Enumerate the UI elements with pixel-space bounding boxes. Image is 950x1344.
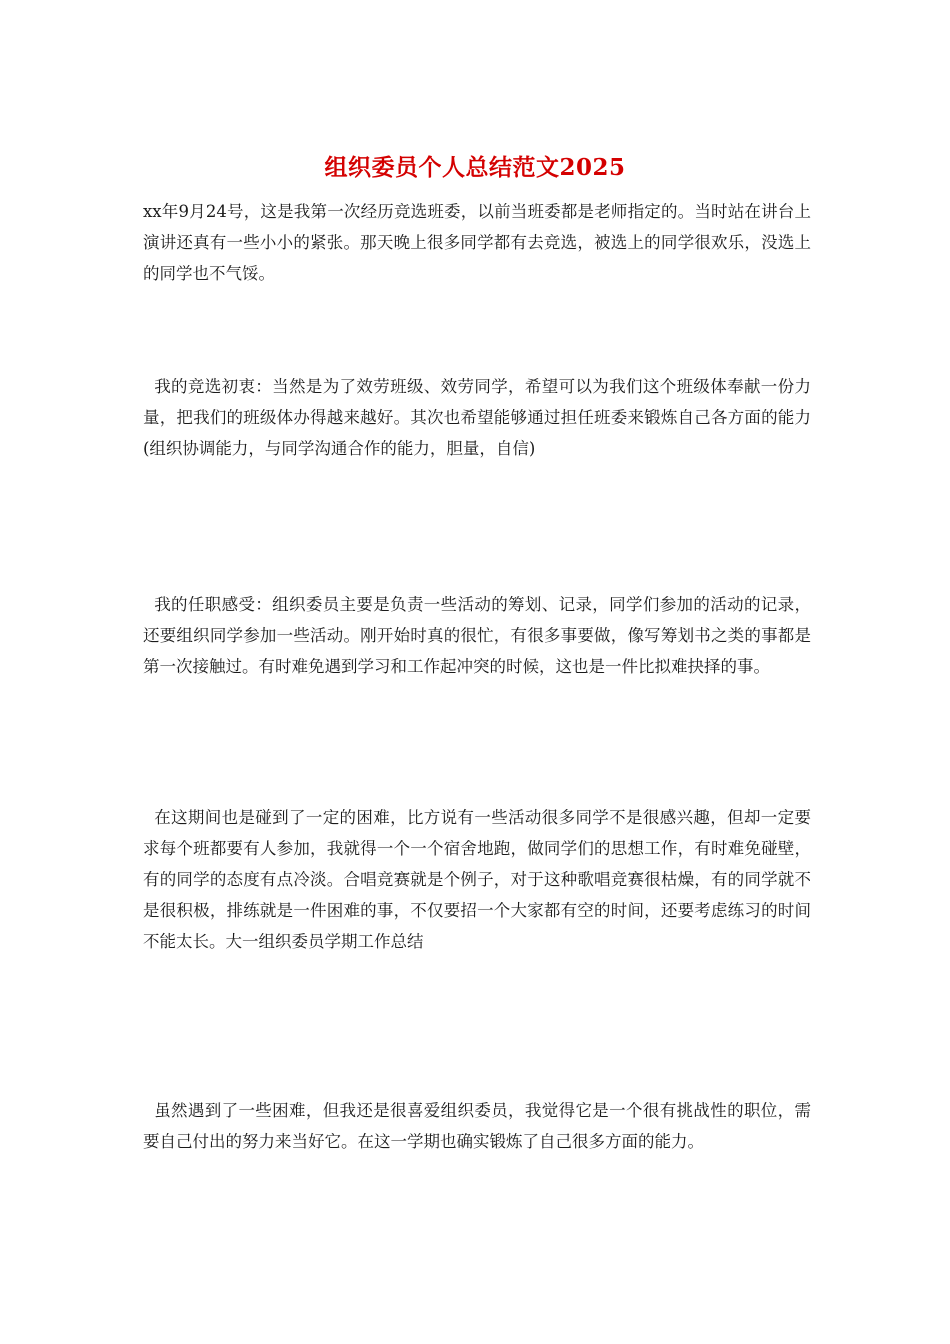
paragraph-conclusion: 虽然遇到了一些困难，但我还是很喜爱组织委员，我觉得它是一个很有挑战性的职位，需要自己付出的努力来当好它。在这一学期也确实锻炼了自己很多方面的能力。	[143, 1101, 812, 1151]
paragraph-intro: xx年9月24号，这是我第一次经历竞选班委，以前当班委都是老师指定的。当时站在讲台上演讲还真有一些小小的紧张。那天晚上很多同学都有去竞选，被选上的同学很欢乐，没选上的同学也不气馁。	[143, 202, 811, 283]
paragraph-campaign-motivation: 我的竞选初衷：当然是为了效劳班级、效劳同学，希望可以为我们这个班级体奉献一份力量，把我们的班级体办得越来越好。其次也希望能够通过担任班委来锻炼自己各方面的能力(组织协调能力，与同学沟通合作的能力，胆量，自信)	[143, 377, 812, 458]
paragraph-term-experience: 我的任职感受：组织委员主要是负责一些活动的筹划、记录，同学们参加的活动的记录，还要组织同学参加一些活动。刚开始时真的很忙，有很多事要做，像写筹划书之类的事都是第一次接触过。有时难免遇到学习和工作起冲突的时候，这也是一件比拟难抉择的事。	[143, 595, 812, 676]
paragraph-difficulties: 在这期间也是碰到了一定的困难，比方说有一些活动很多同学不是很感兴趣，但却一定要求每个班都要有人参加，我就得一个一个宿舍地跑，做同学们的思想工作，有时难免碰壁，有的同学的态度有点冷淡。合唱竞赛就是个例子，对于这种歌唱竞赛很枯燥，有的同学就不是很积极，排练就是一件困难的事，不仅要招一个大家都有空的时间，还要考虑练习的时间不能太长。大一组织委员学期工作总结	[143, 808, 812, 951]
document-title: 组织委员个人总结范文2025	[324, 154, 626, 181]
